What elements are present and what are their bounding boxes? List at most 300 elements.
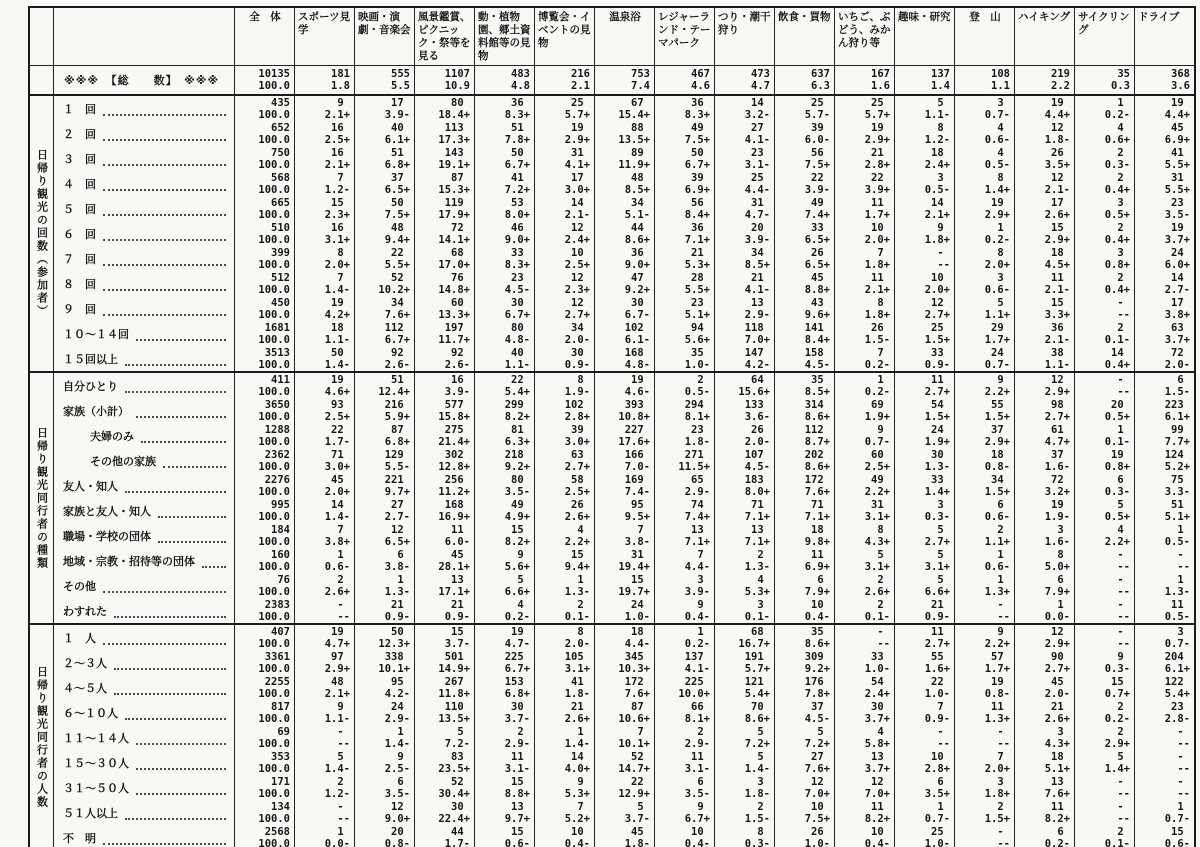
cell-percent: 15.8+ bbox=[438, 410, 470, 423]
cell-percent: 3.0+ bbox=[564, 435, 590, 448]
cell-count: 1 bbox=[997, 573, 1004, 586]
cell-percent: 1.5+ bbox=[984, 812, 1010, 825]
cell-count: 19 bbox=[1171, 221, 1184, 234]
cell-percent: 8.8+ bbox=[804, 283, 830, 296]
cell-percent: 1.9+ bbox=[924, 435, 950, 448]
cell-percent: 6.8+ bbox=[384, 158, 410, 171]
cell-percent: 2.6+ bbox=[564, 712, 590, 725]
data-cell bbox=[414, 573, 474, 598]
cell-percent: 100.0 bbox=[258, 158, 290, 171]
cell-percent: 13.5+ bbox=[438, 712, 470, 725]
cell-count: 3 bbox=[1057, 725, 1064, 738]
data-cell bbox=[534, 775, 594, 800]
cell-percent: 3.7- bbox=[624, 812, 650, 825]
cell-percent: 1.4 bbox=[931, 80, 950, 92]
row-label bbox=[54, 548, 234, 573]
data-cell bbox=[1074, 725, 1134, 750]
cell-count: 18 bbox=[331, 321, 344, 334]
data-cell bbox=[894, 296, 954, 321]
data-cell bbox=[294, 66, 354, 94]
cell-percent: 5.2+ bbox=[1164, 460, 1190, 473]
data-cell bbox=[654, 121, 714, 146]
data-cell bbox=[894, 373, 954, 398]
cell-count: 23 bbox=[751, 146, 764, 159]
data-cell bbox=[1134, 121, 1194, 146]
cell-percent: 7.9+ bbox=[1044, 585, 1070, 598]
row-label-text: １ 人 bbox=[63, 631, 96, 645]
table-row bbox=[54, 625, 1194, 650]
cell-percent: 0.2- bbox=[984, 233, 1010, 246]
cell-count: 12 bbox=[571, 221, 584, 234]
cell-count: 5 bbox=[1117, 750, 1124, 763]
row-label bbox=[54, 448, 234, 473]
data-cell bbox=[654, 271, 714, 296]
data-cell bbox=[834, 423, 894, 448]
cell-percent: 6.1+ bbox=[1164, 662, 1190, 675]
cell-percent: 6.9+ bbox=[1164, 133, 1190, 146]
cell-percent: 1.8- bbox=[744, 787, 770, 800]
cell-percent: 11.5+ bbox=[678, 460, 710, 473]
data-cell bbox=[774, 598, 834, 623]
cell-percent: 4.2- bbox=[744, 358, 770, 371]
cell-percent: 5.5 bbox=[391, 80, 410, 92]
data-cell bbox=[774, 171, 834, 196]
data-cell bbox=[474, 271, 534, 296]
cell-percent: 3.5- bbox=[384, 787, 410, 800]
cell-count: 19 bbox=[331, 296, 344, 309]
cell-count: 30 bbox=[511, 296, 524, 309]
row-label bbox=[54, 373, 234, 398]
data-cell bbox=[714, 625, 774, 650]
row-label-text: ９ 回 bbox=[63, 302, 96, 316]
data-cell bbox=[474, 398, 534, 423]
cell-percent: 3.2+ bbox=[1044, 485, 1070, 498]
data-cell bbox=[894, 498, 954, 523]
cell-percent: 11.7+ bbox=[438, 333, 470, 346]
data-cell bbox=[774, 625, 834, 650]
row-label bbox=[54, 625, 234, 650]
cell-percent: 2.9+ bbox=[984, 208, 1010, 221]
dotted-leader bbox=[114, 680, 226, 695]
data-cell bbox=[774, 373, 834, 398]
cell-percent: -- bbox=[1117, 308, 1130, 321]
data-cell bbox=[414, 221, 474, 246]
cell-count: 6 bbox=[697, 775, 704, 788]
cell-percent: 1.5+ bbox=[984, 410, 1010, 423]
cell-percent: 12.4+ bbox=[378, 385, 410, 398]
cell-percent: -- bbox=[1177, 560, 1190, 573]
cell-percent: 1.0- bbox=[804, 837, 830, 847]
cell-count: 40 bbox=[511, 346, 524, 359]
section-title: 日帰り観光同行者の種類 bbox=[35, 426, 49, 570]
cell-percent: 13.5+ bbox=[618, 133, 650, 146]
cell-count: 5 bbox=[757, 725, 764, 738]
table-row bbox=[54, 573, 1194, 598]
cell-count: 9 bbox=[337, 700, 344, 713]
data-cell bbox=[594, 650, 654, 675]
data-cell bbox=[954, 750, 1014, 775]
data-cell bbox=[774, 650, 834, 675]
cell-count: 225 bbox=[504, 650, 524, 663]
row-label bbox=[54, 271, 234, 296]
cell-percent: -- bbox=[1117, 637, 1130, 650]
cell-count: 19 bbox=[1111, 448, 1124, 461]
cell-percent: 1.1+ bbox=[984, 308, 1010, 321]
cell-count: 555 bbox=[391, 68, 410, 80]
cell-percent: 4.4- bbox=[624, 637, 650, 650]
data-cell bbox=[474, 146, 534, 171]
cell-percent: 1.4- bbox=[744, 762, 770, 775]
cell-count: 11 bbox=[691, 750, 704, 763]
data-cell bbox=[594, 271, 654, 296]
cell-percent: 7.6+ bbox=[804, 762, 830, 775]
data-cell bbox=[654, 423, 714, 448]
data-cell bbox=[294, 700, 354, 725]
cell-percent: 0.5- bbox=[924, 183, 950, 196]
cell-percent: 1.8- bbox=[564, 687, 590, 700]
cell-count: 16 bbox=[451, 373, 464, 386]
cell-percent: 11.9+ bbox=[618, 158, 650, 171]
data-cell bbox=[354, 171, 414, 196]
data-cell bbox=[654, 196, 714, 221]
cell-count: 22 bbox=[511, 373, 524, 386]
cell-count: 15 bbox=[1051, 296, 1064, 309]
data-cell bbox=[414, 373, 474, 398]
cell-percent: 10.0+ bbox=[678, 687, 710, 700]
cell-count: 20 bbox=[1111, 398, 1124, 411]
cell-count: 171 bbox=[271, 775, 290, 788]
dotted-leader bbox=[103, 176, 226, 191]
cell-percent: 0.3- bbox=[744, 837, 770, 847]
data-cell bbox=[534, 800, 594, 825]
data-cell bbox=[654, 321, 714, 346]
data-cell bbox=[414, 800, 474, 825]
cell-count: 5 bbox=[637, 800, 644, 813]
data-cell bbox=[834, 675, 894, 700]
data-cell bbox=[894, 66, 954, 94]
cell-count: 75 bbox=[1171, 473, 1184, 486]
cell-percent: 0.5- bbox=[1164, 610, 1190, 623]
cell-percent: 3.8+ bbox=[1164, 308, 1190, 321]
cell-percent: 6.1+ bbox=[384, 133, 410, 146]
cell-percent: 4.3+ bbox=[1044, 737, 1070, 750]
data-cell bbox=[234, 146, 294, 171]
data-cell bbox=[474, 346, 534, 371]
data-cell bbox=[714, 598, 774, 623]
data-cell bbox=[1014, 650, 1074, 675]
cell-count: 12 bbox=[1051, 121, 1064, 134]
data-cell bbox=[654, 825, 714, 847]
data-cell bbox=[834, 373, 894, 398]
table-row bbox=[54, 775, 1194, 800]
cell-count: 473 bbox=[751, 68, 770, 80]
cell-percent: 0.5- bbox=[684, 385, 710, 398]
cell-count: 9 bbox=[577, 775, 584, 788]
cell-count: 94 bbox=[691, 321, 704, 334]
data-cell bbox=[594, 96, 654, 121]
cell-percent: 0.0- bbox=[1044, 610, 1070, 623]
cell-percent: 0.6- bbox=[984, 510, 1010, 523]
cell-count: 23 bbox=[1171, 196, 1184, 209]
cell-count: 9 bbox=[1117, 650, 1124, 663]
cell-count: 166 bbox=[624, 448, 644, 461]
cell-count: 10 bbox=[571, 246, 584, 259]
cell-count: 76 bbox=[451, 271, 464, 284]
cell-count: 3361 bbox=[264, 650, 290, 663]
data-cell bbox=[834, 171, 894, 196]
data-cell bbox=[294, 523, 354, 548]
data-cell bbox=[1074, 246, 1134, 271]
column-header: ハイキング bbox=[1014, 8, 1074, 65]
data-cell bbox=[1014, 573, 1074, 598]
cell-count: 11 bbox=[871, 196, 884, 209]
cell-percent: 0.2- bbox=[504, 610, 530, 623]
data-cell bbox=[894, 750, 954, 775]
cell-count: 15 bbox=[1111, 675, 1124, 688]
data-cell bbox=[1134, 523, 1194, 548]
cell-percent: 1.9- bbox=[1044, 510, 1070, 523]
row-label bbox=[54, 523, 234, 548]
data-cell bbox=[414, 548, 474, 573]
cell-count: 56 bbox=[691, 196, 704, 209]
cell-percent: 1.3- bbox=[924, 460, 950, 473]
data-cell bbox=[1014, 700, 1074, 725]
row-label bbox=[54, 196, 234, 221]
cell-count: 2 bbox=[877, 573, 884, 586]
cell-count: 11 bbox=[451, 523, 464, 536]
cell-percent: 0.5+ bbox=[1104, 410, 1130, 423]
cell-percent: 100.0 bbox=[258, 610, 290, 623]
cell-count: 9 bbox=[397, 750, 404, 763]
cell-count: - bbox=[1117, 548, 1124, 561]
data-cell bbox=[714, 800, 774, 825]
cell-count: 22 bbox=[871, 171, 884, 184]
cell-percent: 4.6+ bbox=[324, 385, 350, 398]
cell-count: 168 bbox=[444, 498, 464, 511]
cell-count: 1 bbox=[1177, 523, 1184, 536]
cell-count: 753 bbox=[631, 68, 650, 80]
data-cell bbox=[414, 750, 474, 775]
cell-percent: 5.5+ bbox=[1164, 158, 1190, 171]
cell-percent: 3.7+ bbox=[864, 712, 890, 725]
data-cell bbox=[414, 825, 474, 847]
cell-percent: 7.2- bbox=[444, 737, 470, 750]
cell-count: 169 bbox=[624, 473, 644, 486]
cell-count: 1 bbox=[1057, 598, 1064, 611]
data-cell bbox=[894, 700, 954, 725]
cell-percent: 8.3+ bbox=[504, 258, 530, 271]
table-row bbox=[54, 271, 1194, 296]
data-cell bbox=[1134, 598, 1194, 623]
cell-count: - bbox=[337, 725, 344, 738]
data-cell bbox=[954, 473, 1014, 498]
cell-count: 275 bbox=[444, 423, 464, 436]
table-row bbox=[54, 650, 1194, 675]
data-cell bbox=[1014, 196, 1074, 221]
cell-percent: 2.8- bbox=[1164, 712, 1190, 725]
cell-percent: 9.5+ bbox=[624, 510, 650, 523]
cell-count: 16 bbox=[331, 146, 344, 159]
data-cell bbox=[774, 321, 834, 346]
cell-percent: 1.4- bbox=[384, 737, 410, 750]
cell-count: 16 bbox=[331, 121, 344, 134]
cell-count: 92 bbox=[451, 346, 464, 359]
cell-percent: 1.1+ bbox=[984, 535, 1010, 548]
cell-percent: 6.0- bbox=[804, 133, 830, 146]
cell-percent: 15.6+ bbox=[738, 385, 770, 398]
data-cell bbox=[774, 196, 834, 221]
data-cell bbox=[354, 523, 414, 548]
cell-percent: 4.2+ bbox=[324, 308, 350, 321]
cell-count: 27 bbox=[811, 750, 824, 763]
cell-count: 11 bbox=[871, 271, 884, 284]
data-cell bbox=[234, 66, 294, 94]
data-cell bbox=[234, 725, 294, 750]
data-cell bbox=[414, 121, 474, 146]
cell-percent: 100.0 bbox=[258, 80, 290, 92]
cell-count: 36 bbox=[1051, 321, 1064, 334]
data-cell bbox=[1134, 246, 1194, 271]
data-cell bbox=[294, 171, 354, 196]
cell-percent: 4.5- bbox=[504, 283, 530, 296]
row-label bbox=[54, 246, 234, 271]
cell-percent: 3.7- bbox=[504, 712, 530, 725]
cell-percent: 2.1+ bbox=[324, 108, 350, 121]
cell-percent: 0.7- bbox=[924, 812, 950, 825]
cell-percent: 2.3+ bbox=[324, 208, 350, 221]
cell-percent: 3.9- bbox=[444, 385, 470, 398]
cell-count: 309 bbox=[804, 650, 824, 663]
cell-percent: 6.8+ bbox=[504, 687, 530, 700]
data-cell bbox=[894, 246, 954, 271]
cell-percent: 2.5+ bbox=[564, 258, 590, 271]
cell-count: - bbox=[937, 725, 944, 738]
cell-count: 9 bbox=[997, 373, 1004, 386]
row-label-text: 家族（小計） bbox=[63, 404, 129, 418]
cell-count: 25 bbox=[931, 321, 944, 334]
cell-percent: 1.2- bbox=[324, 787, 350, 800]
cell-count: 8 bbox=[997, 171, 1004, 184]
data-cell bbox=[474, 675, 534, 700]
cell-count: 6 bbox=[937, 775, 944, 788]
dotted-leader bbox=[136, 326, 226, 341]
cell-count: 4 bbox=[997, 121, 1004, 134]
cell-percent: 4.7- bbox=[504, 637, 530, 650]
cell-count: 8 bbox=[337, 246, 344, 259]
cell-count: 63 bbox=[1171, 321, 1184, 334]
data-cell bbox=[1074, 800, 1134, 825]
cell-percent: 7.1+ bbox=[684, 535, 710, 548]
cell-count: 14 bbox=[571, 750, 584, 763]
cell-count: 3 bbox=[1117, 196, 1124, 209]
cell-count: 52 bbox=[391, 271, 404, 284]
data-cell bbox=[534, 346, 594, 371]
cell-percent: 6.0+ bbox=[1164, 258, 1190, 271]
cell-count: 294 bbox=[684, 398, 704, 411]
cell-percent: 5.3+ bbox=[564, 787, 590, 800]
cell-count: 5 bbox=[877, 548, 884, 561]
column-header: 博覧会・イベントの見物 bbox=[534, 8, 594, 65]
data-cell bbox=[654, 750, 714, 775]
data-cell bbox=[954, 448, 1014, 473]
data-cell bbox=[1074, 548, 1134, 573]
data-cell bbox=[894, 423, 954, 448]
cell-percent: 9.0+ bbox=[504, 233, 530, 246]
data-cell bbox=[1134, 448, 1194, 473]
data-cell bbox=[594, 473, 654, 498]
data-cell bbox=[534, 750, 594, 775]
cell-count: 41 bbox=[571, 675, 584, 688]
cell-percent: 8.7+ bbox=[804, 435, 830, 448]
data-cell bbox=[894, 650, 954, 675]
cell-percent: 9.8+ bbox=[804, 535, 830, 548]
data-cell bbox=[954, 346, 1014, 371]
cell-count: 122 bbox=[1164, 675, 1184, 688]
data-cell bbox=[414, 246, 474, 271]
data-cell bbox=[654, 346, 714, 371]
cell-count: 37 bbox=[1051, 448, 1064, 461]
data-cell bbox=[294, 96, 354, 121]
cell-count: 24 bbox=[1171, 246, 1184, 259]
cell-count: 2 bbox=[1117, 825, 1124, 838]
data-cell bbox=[1014, 548, 1074, 573]
cell-count: 121 bbox=[744, 675, 764, 688]
cell-percent: 0.8+ bbox=[1104, 258, 1130, 271]
cell-percent: 8.6+ bbox=[624, 233, 650, 246]
cell-percent: 100.0 bbox=[258, 435, 290, 448]
cell-percent: 2.5- bbox=[384, 762, 410, 775]
cell-percent: 6.7+ bbox=[504, 308, 530, 321]
cell-count: 99 bbox=[1171, 423, 1184, 436]
cell-count: 18 bbox=[991, 448, 1004, 461]
data-cell bbox=[774, 448, 834, 473]
cell-count: 41 bbox=[511, 171, 524, 184]
data-cell bbox=[234, 675, 294, 700]
cell-count: 92 bbox=[391, 346, 404, 359]
cell-percent: 3.1+ bbox=[564, 662, 590, 675]
data-cell bbox=[234, 573, 294, 598]
cell-percent: 1.6 bbox=[871, 80, 890, 92]
cell-count: 23 bbox=[691, 296, 704, 309]
cell-count: 2 bbox=[1117, 221, 1124, 234]
cell-percent: 1.0- bbox=[924, 687, 950, 700]
data-cell bbox=[534, 121, 594, 146]
cell-count: 24 bbox=[931, 423, 944, 436]
column-header: 動・植物園、郷土資料館等の見物 bbox=[474, 8, 534, 65]
cell-percent: 2.2+ bbox=[864, 485, 890, 498]
section-rows bbox=[54, 625, 1194, 847]
cell-count: 147 bbox=[744, 346, 764, 359]
section-label-col bbox=[30, 373, 54, 623]
data-cell bbox=[354, 825, 414, 847]
row-label bbox=[54, 121, 234, 146]
cell-percent: 1.0- bbox=[684, 358, 710, 371]
cell-count: 47 bbox=[631, 271, 644, 284]
data-cell bbox=[654, 66, 714, 94]
cell-percent: 8.5+ bbox=[624, 183, 650, 196]
data-cell bbox=[594, 800, 654, 825]
cell-count: 141 bbox=[804, 321, 824, 334]
data-cell bbox=[1134, 825, 1194, 847]
cell-count: 50 bbox=[511, 146, 524, 159]
data-cell bbox=[594, 66, 654, 94]
cell-count: 467 bbox=[691, 68, 710, 80]
cell-count: 68 bbox=[451, 246, 464, 259]
cell-percent: 5.3+ bbox=[744, 585, 770, 598]
data-cell bbox=[234, 171, 294, 196]
cell-count: 11 bbox=[1171, 598, 1184, 611]
cell-count: 72 bbox=[1171, 346, 1184, 359]
